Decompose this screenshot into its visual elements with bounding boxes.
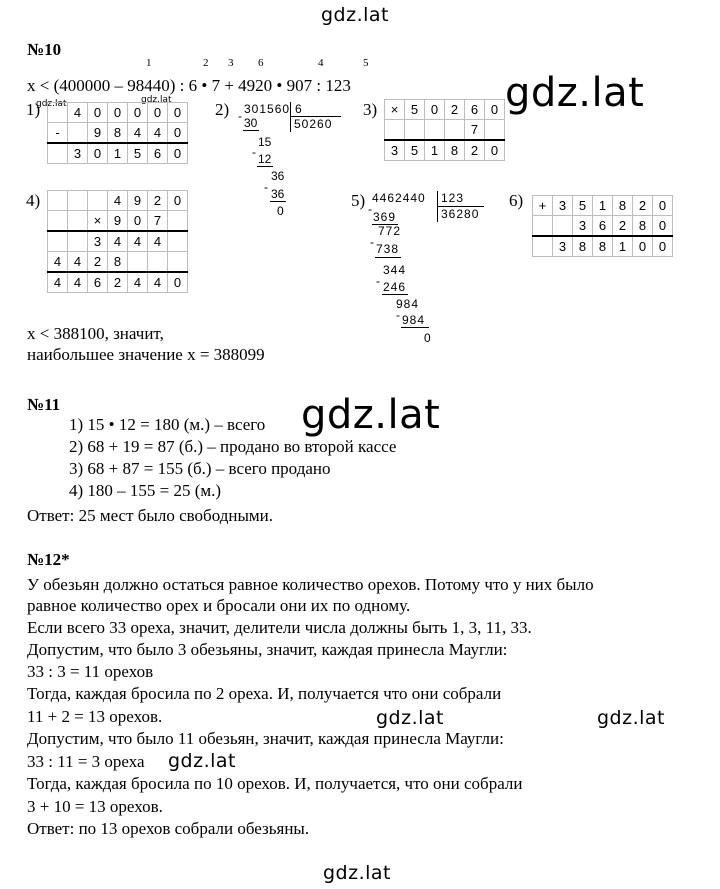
digit-cell: 0 <box>148 103 168 123</box>
problem-10-expression: x < (400000 – 98440) : 6 • 7 + 4920 • 907 : 123 <box>27 76 351 95</box>
digit-cell <box>48 103 68 123</box>
text-line: Тогда, каждая бросила по 10 орехов. И, получается, что они собрали <box>27 774 523 793</box>
problem-11-title: №11 <box>27 395 61 414</box>
division-step: 772 <box>378 224 402 238</box>
digit-cell: 4 <box>108 191 128 211</box>
digit-cell: 5 <box>405 140 425 161</box>
digit-cell: 0 <box>108 103 128 123</box>
digit-cell: 4 <box>48 272 68 293</box>
digit-cell: 2 <box>108 272 128 293</box>
step-label: 4) <box>26 191 41 210</box>
digit-cell: 2 <box>633 196 653 216</box>
digit-cell: 1 <box>108 143 128 164</box>
digit-cell: 6 <box>148 143 168 164</box>
answer-line: Ответ: по 13 орехов собрали обезьяны. <box>27 819 310 838</box>
division-step: 246 <box>383 280 407 294</box>
digit-cell <box>485 120 505 141</box>
digit-cell: 0 <box>653 236 673 257</box>
digit-cell: 4 <box>108 231 128 252</box>
digit-cell <box>48 143 68 164</box>
division-step: 369 <box>373 210 397 224</box>
watermark-top: gdz.lat <box>321 4 390 26</box>
digit-cell <box>68 191 88 211</box>
watermark-mid-1: gdz.lat <box>376 707 445 729</box>
digit-cell: 9 <box>128 191 148 211</box>
digit-cell: 0 <box>128 103 148 123</box>
digit-cell: 8 <box>573 236 593 257</box>
digit-cell <box>128 252 148 273</box>
digit-cell: 6 <box>88 272 108 293</box>
digit-cell <box>88 191 108 211</box>
step-number: 1 <box>146 57 152 69</box>
step-label: 5) <box>351 191 366 210</box>
digit-cell: 0 <box>425 100 445 120</box>
division-dividend: 301560 <box>244 102 291 116</box>
division-quotient: 36280 <box>441 207 480 221</box>
text-line: Допустим, что было 11 обезьян, значит, каждая принесла Маугли: <box>27 729 504 748</box>
multiplication-grid <box>384 99 505 161</box>
text-line: 33 : 11 = 3 ореха <box>27 752 145 771</box>
digit-cell: 4 <box>68 252 88 273</box>
digit-cell: 3 <box>553 236 573 257</box>
digit-cell: 2 <box>465 140 485 161</box>
problem-10-title: №10 <box>27 40 62 59</box>
digit-cell: 4 <box>128 123 148 144</box>
digit-cell: × <box>88 211 108 232</box>
digit-cell <box>405 120 425 141</box>
digit-cell: 5 <box>405 100 425 120</box>
text-line: Допустим, что было 3 обезьяны, значит, каждая принесла Маугли: <box>27 640 508 659</box>
solution-line: 1) 15 • 12 = 180 (м.) – всего <box>69 415 266 434</box>
solution-line: 3) 68 + 87 = 155 (б.) – всего продано <box>69 459 331 478</box>
digit-cell: 2 <box>88 252 108 273</box>
division-divisor: 123 <box>441 191 465 205</box>
division-step: 15 <box>258 135 272 149</box>
digit-cell: 5 <box>128 143 148 164</box>
digit-cell: 4 <box>68 103 88 123</box>
digit-cell: 0 <box>168 103 188 123</box>
digit-cell: 0 <box>168 272 188 293</box>
digit-cell: 9 <box>88 123 108 144</box>
digit-cell: 5 <box>573 196 593 216</box>
step-number: 2 <box>203 57 209 69</box>
digit-cell <box>148 252 168 273</box>
digit-cell <box>68 231 88 252</box>
digit-cell: 3 <box>385 140 405 161</box>
step-label: 2) <box>215 100 230 119</box>
watermark-mid-3: gdz.lat <box>168 750 237 772</box>
division-step: 30 <box>244 116 258 130</box>
digit-cell <box>68 211 88 232</box>
step-label: 6) <box>509 191 524 210</box>
long-multiplication-grid <box>47 190 188 293</box>
digit-cell <box>48 211 68 232</box>
digit-cell: 8 <box>633 216 653 237</box>
digit-cell: 8 <box>108 123 128 144</box>
watermark-bottom: gdz.lat <box>323 862 392 884</box>
digit-cell: 3 <box>573 216 593 237</box>
problem-12-title: №12* <box>27 550 70 569</box>
text-line: 3 + 10 = 13 орехов. <box>27 797 163 816</box>
answer-line: Ответ: 25 мест было свободными. <box>27 506 273 525</box>
digit-cell <box>48 191 68 211</box>
digit-cell: 4 <box>128 272 148 293</box>
division-dividend: 4462440 <box>372 191 426 205</box>
division-step: 984 <box>402 313 426 327</box>
digit-cell <box>168 252 188 273</box>
text-line: Если всего 33 ореха, значит, делители числа должны быть 1, 3, 11, 33. <box>27 618 532 637</box>
text-line: равное количество орех и бросали они их по одному. <box>27 596 411 615</box>
watermark-big-1: gdz.lat <box>505 70 645 116</box>
digit-cell: 0 <box>653 216 673 237</box>
digit-cell: 6 <box>593 216 613 237</box>
step-number: 5 <box>363 57 369 69</box>
digit-cell: 3 <box>553 196 573 216</box>
division-step: 12 <box>258 152 272 166</box>
digit-cell: 7 <box>465 120 485 141</box>
digit-cell: 6 <box>465 100 485 120</box>
digit-cell: 0 <box>633 236 653 257</box>
digit-cell: 4 <box>68 272 88 293</box>
digit-cell: 0 <box>128 211 148 232</box>
digit-cell <box>168 231 188 252</box>
division-step: 344 <box>383 263 407 277</box>
digit-cell: - <box>48 123 68 144</box>
solution-line: 4) 180 – 155 = 25 (м.) <box>69 481 222 500</box>
digit-cell: 0 <box>168 123 188 144</box>
step-label: 3) <box>363 100 378 119</box>
digit-cell: 1 <box>613 236 633 257</box>
digit-cell: 4 <box>48 252 68 273</box>
digit-cell: 0 <box>168 143 188 164</box>
digit-cell <box>385 120 405 141</box>
digit-cell: 3 <box>88 231 108 252</box>
digit-cell <box>425 120 445 141</box>
text-line: У обезьян должно остаться равное количество орехов. Потому что у них было <box>27 575 594 594</box>
digit-cell: 4 <box>148 123 168 144</box>
digit-cell: 4 <box>148 231 168 252</box>
addition-grid <box>532 195 673 257</box>
step-number: 3 <box>228 57 234 69</box>
watermark-big-2: gdz.lat <box>301 392 441 438</box>
watermark-tiny-1: gdz.lat <box>36 99 67 109</box>
digit-cell: 8 <box>593 236 613 257</box>
digit-cell: + <box>533 196 553 216</box>
digit-cell: 0 <box>653 196 673 216</box>
digit-cell <box>48 231 68 252</box>
digit-cell: 0 <box>88 103 108 123</box>
digit-cell <box>445 120 465 141</box>
digit-cell <box>553 216 573 237</box>
digit-cell <box>533 216 553 237</box>
digit-cell: 1 <box>425 140 445 161</box>
digit-cell: 0 <box>88 143 108 164</box>
digit-cell: 2 <box>445 100 465 120</box>
text-line: Тогда, каждая бросила по 2 ореха. И, получается что они собрали <box>27 684 502 703</box>
conclusion-line: x < 388100, значит, <box>27 324 164 343</box>
digit-cell <box>168 211 188 232</box>
digit-cell: 8 <box>108 252 128 273</box>
division-step: 36 <box>271 169 285 183</box>
digit-cell: × <box>385 100 405 120</box>
digit-cell: 2 <box>613 216 633 237</box>
digit-cell: 8 <box>445 140 465 161</box>
step-number: 4 <box>318 57 324 69</box>
division-quotient: 50260 <box>294 117 333 131</box>
digit-cell: 0 <box>485 140 505 161</box>
digit-cell: 7 <box>148 211 168 232</box>
watermark-mid-2: gdz.lat <box>597 707 666 729</box>
digit-cell: 8 <box>613 196 633 216</box>
digit-cell <box>533 236 553 257</box>
digit-cell: 3 <box>68 143 88 164</box>
division-step: 984 <box>396 297 420 311</box>
division-step: 36 <box>271 187 285 201</box>
digit-cell: 4 <box>128 231 148 252</box>
digit-cell <box>68 123 88 144</box>
digit-cell: 2 <box>148 191 168 211</box>
watermark-tiny-2: gdz.lat <box>141 95 172 105</box>
division-divisor: 6 <box>295 102 302 116</box>
digit-cell: 0 <box>168 191 188 211</box>
division-step: 738 <box>376 242 400 256</box>
division-step: 0 <box>424 331 431 345</box>
text-line: 33 : 3 = 11 орехов <box>27 662 154 681</box>
division-step: 0 <box>277 204 284 218</box>
solution-line: 2) 68 + 19 = 87 (б.) – продано во второй кассе <box>69 437 397 456</box>
step-label: 1) <box>26 100 41 119</box>
step-number: 6 <box>258 57 264 69</box>
digit-cell: 4 <box>148 272 168 293</box>
digit-cell: 1 <box>593 196 613 216</box>
conclusion-line: наибольшее значение x = 388099 <box>27 345 265 364</box>
subtraction-grid <box>47 102 188 164</box>
digit-cell: 9 <box>108 211 128 232</box>
digit-cell: 0 <box>485 100 505 120</box>
text-line: 11 + 2 = 13 орехов. <box>27 707 163 726</box>
